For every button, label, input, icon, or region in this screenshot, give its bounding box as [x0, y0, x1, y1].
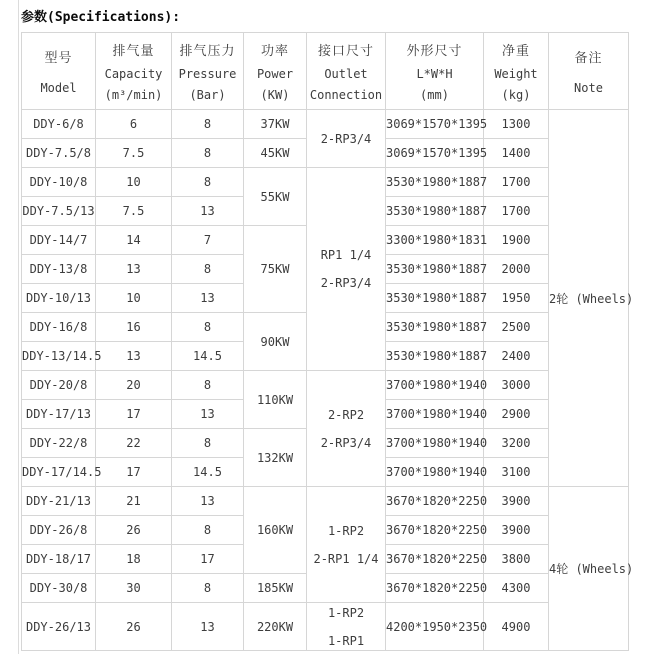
table-cell: DDY-20/8	[22, 371, 96, 400]
table-cell: 1950	[484, 284, 549, 313]
table-cell: DDY-14/7	[22, 226, 96, 255]
table-cell: 13	[172, 284, 244, 313]
table-cell: 3700*1980*1940	[386, 429, 484, 458]
table-cell: 37KW	[244, 110, 307, 139]
table-cell: DDY-16/8	[22, 313, 96, 342]
table-cell: DDY-18/17	[22, 545, 96, 574]
header-line: (Bar)	[189, 87, 226, 102]
header-line: 外形尺寸	[406, 44, 463, 60]
header-line: Capacity	[104, 66, 163, 81]
table-cell: 3530*1980*1887	[386, 255, 484, 284]
table-cell: 26	[96, 603, 172, 651]
table-cell: 16	[96, 313, 172, 342]
table-cell: 8	[172, 574, 244, 603]
table-cell: 2500	[484, 313, 549, 342]
table-cell: 3900	[484, 516, 549, 545]
table-cell: 8	[172, 110, 244, 139]
table-cell: 1700	[484, 197, 549, 226]
header-line: Model	[40, 80, 77, 95]
table-cell: 185KW	[244, 574, 307, 603]
table-cell: DDY-26/13	[22, 603, 96, 651]
table-cell: 3069*1570*1395	[386, 110, 484, 139]
spec-table-header	[22, 33, 629, 110]
table-cell	[307, 603, 386, 651]
header-line: 接口尺寸	[317, 44, 374, 60]
table-cell: 3530*1980*1887	[386, 197, 484, 226]
table-cell: DDY-13/8	[22, 255, 96, 284]
table-cell: 3670*1820*2250	[386, 545, 484, 574]
table-cell: 13	[172, 400, 244, 429]
table-cell: 3700*1980*1940	[386, 371, 484, 400]
table-cell: 14.5	[172, 458, 244, 487]
table-cell: 21	[96, 487, 172, 516]
table-cell: 4轮 (Wheels)	[549, 487, 629, 651]
table-cell: 7.5	[96, 139, 172, 168]
table-cell: 14.5	[172, 342, 244, 371]
table-cell: 3530*1980*1887	[386, 342, 484, 371]
table-cell: 7.5	[96, 197, 172, 226]
table-cell: DDY-30/8	[22, 574, 96, 603]
table-cell: 110KW	[244, 371, 307, 429]
table-cell: 220KW	[244, 603, 307, 651]
table-cell: DDY-7.5/13	[22, 197, 96, 226]
table-cell: DDY-21/13	[22, 487, 96, 516]
spec-table	[21, 32, 634, 651]
table-cell: 6	[96, 110, 172, 139]
table-cell: 1400	[484, 139, 549, 168]
header-cell-power	[244, 33, 307, 110]
table-cell: 3200	[484, 429, 549, 458]
table-cell: 2400	[484, 342, 549, 371]
table-cell: DDY-6/8	[22, 110, 96, 139]
table-cell: 1900	[484, 226, 549, 255]
header-cell-capacity	[96, 33, 172, 110]
header-line: (mm)	[420, 87, 449, 102]
cell-line: 2-RP1 1/4	[313, 551, 379, 566]
table-cell: 3700*1980*1940	[386, 400, 484, 429]
table-cell: 20	[96, 371, 172, 400]
header-line: Power	[256, 66, 294, 81]
table-cell: 1700	[484, 168, 549, 197]
table-cell: 8	[172, 429, 244, 458]
page-title: 参数(Specifications):	[21, 10, 181, 25]
table-cell: 3000	[484, 371, 549, 400]
table-cell: 18	[96, 545, 172, 574]
table-cell: 13	[172, 487, 244, 516]
table-cell: DDY-7.5/8	[22, 139, 96, 168]
table-cell: 3900	[484, 487, 549, 516]
table-cell	[307, 487, 386, 603]
table-cell: 2000	[484, 255, 549, 284]
table-cell: DDY-10/13	[22, 284, 96, 313]
table-cell: 17	[96, 458, 172, 487]
header-cell-model	[22, 33, 96, 110]
table-cell: 8	[172, 313, 244, 342]
table-cell: 3530*1980*1887	[386, 284, 484, 313]
table-cell: 1300	[484, 110, 549, 139]
header-line: 功率	[260, 44, 289, 60]
table-cell: DDY-26/8	[22, 516, 96, 545]
header-line: Pressure	[178, 66, 237, 81]
table-cell: 8	[172, 371, 244, 400]
table-cell: 13	[172, 197, 244, 226]
header-cell-outlet	[307, 33, 386, 110]
table-cell: 90KW	[244, 313, 307, 371]
header-line: L*W*H	[416, 66, 453, 81]
table-cell: 14	[96, 226, 172, 255]
table-cell: 3670*1820*2250	[386, 516, 484, 545]
table-cell: 3530*1980*1887	[386, 313, 484, 342]
cell-line: 2-RP3/4	[320, 276, 372, 290]
header-cell-weight	[484, 33, 549, 110]
header-line: (KW)	[260, 87, 290, 102]
table-cell: 3670*1820*2250	[386, 574, 484, 603]
table-cell: 26	[96, 516, 172, 545]
table-cell: DDY-17/13	[22, 400, 96, 429]
cell-line: 1-RP2	[327, 523, 365, 538]
table-cell: 132KW	[244, 429, 307, 487]
table-cell: 4900	[484, 603, 549, 651]
table-cell: 3100	[484, 458, 549, 487]
table-row	[22, 168, 629, 197]
header-line: 排气压力	[179, 44, 236, 60]
header-cell-pressure	[172, 33, 244, 110]
table-cell: 3800	[484, 545, 549, 574]
table-row	[22, 110, 629, 139]
table-cell: 2-RP3/4	[307, 110, 386, 168]
specifications-section	[21, 6, 634, 651]
header-cell-note	[549, 33, 629, 110]
table-cell: 75KW	[244, 226, 307, 313]
header-line: Note	[574, 80, 603, 95]
table-cell: 3700*1980*1940	[386, 458, 484, 487]
table-cell: DDY-17/14.5	[22, 458, 96, 487]
table-cell: 4200*1950*2350	[386, 603, 484, 651]
spec-table-body	[22, 110, 634, 651]
table-cell: DDY-10/8	[22, 168, 96, 197]
table-cell: 8	[172, 139, 244, 168]
cell-line: 1-RP1	[327, 633, 365, 648]
table-cell: 17	[172, 545, 244, 574]
table-cell: 4300	[484, 574, 549, 603]
table-cell: 22	[96, 429, 172, 458]
page-left-border	[18, 0, 19, 654]
table-cell: 3069*1570*1395	[386, 139, 484, 168]
header-line: Weight	[494, 66, 538, 81]
header-cell-dimensions	[386, 33, 484, 110]
table-cell: 160KW	[244, 487, 307, 574]
table-cell: 8	[172, 168, 244, 197]
header-line: Outlet	[324, 66, 368, 81]
table-cell: 3300*1980*1831	[386, 226, 484, 255]
header-line: 净重	[501, 44, 530, 60]
table-cell: 13	[96, 255, 172, 284]
cell-line: 1-RP2	[327, 605, 365, 620]
table-cell: 2900	[484, 400, 549, 429]
cell-line: 2-RP3/4	[320, 435, 372, 450]
cell-line: 2-RP2	[327, 407, 365, 422]
header-line: (m³/min)	[104, 87, 163, 102]
table-row	[22, 603, 629, 651]
table-cell: 55KW	[244, 168, 307, 226]
table-cell: 17	[96, 400, 172, 429]
table-cell: 2轮 (Wheels)	[549, 110, 629, 487]
table-cell: 30	[96, 574, 172, 603]
table-cell: 8	[172, 516, 244, 545]
table-cell: 3530*1980*1887	[386, 168, 484, 197]
header-line: Connection	[309, 87, 383, 102]
table-cell: 13	[172, 603, 244, 651]
header-line: 型号	[44, 51, 73, 67]
table-cell: 10	[96, 284, 172, 313]
table-cell	[307, 371, 386, 487]
table-cell: 45KW	[244, 139, 307, 168]
table-cell: DDY-22/8	[22, 429, 96, 458]
table-cell: 13	[96, 342, 172, 371]
header-line: 排气量	[112, 44, 155, 60]
header-line: 备注	[574, 51, 603, 67]
table-cell: 3670*1820*2250	[386, 487, 484, 516]
table-cell: 7	[172, 226, 244, 255]
table-cell: 10	[96, 168, 172, 197]
table-cell: DDY-13/14.5	[22, 342, 96, 371]
table-row	[22, 487, 629, 516]
header-line: (kg)	[501, 87, 531, 102]
header-row	[22, 33, 629, 110]
table-cell	[307, 168, 386, 371]
cell-line: RP1 1/4	[320, 248, 372, 262]
table-cell: 8	[172, 255, 244, 284]
table-row	[22, 371, 629, 400]
